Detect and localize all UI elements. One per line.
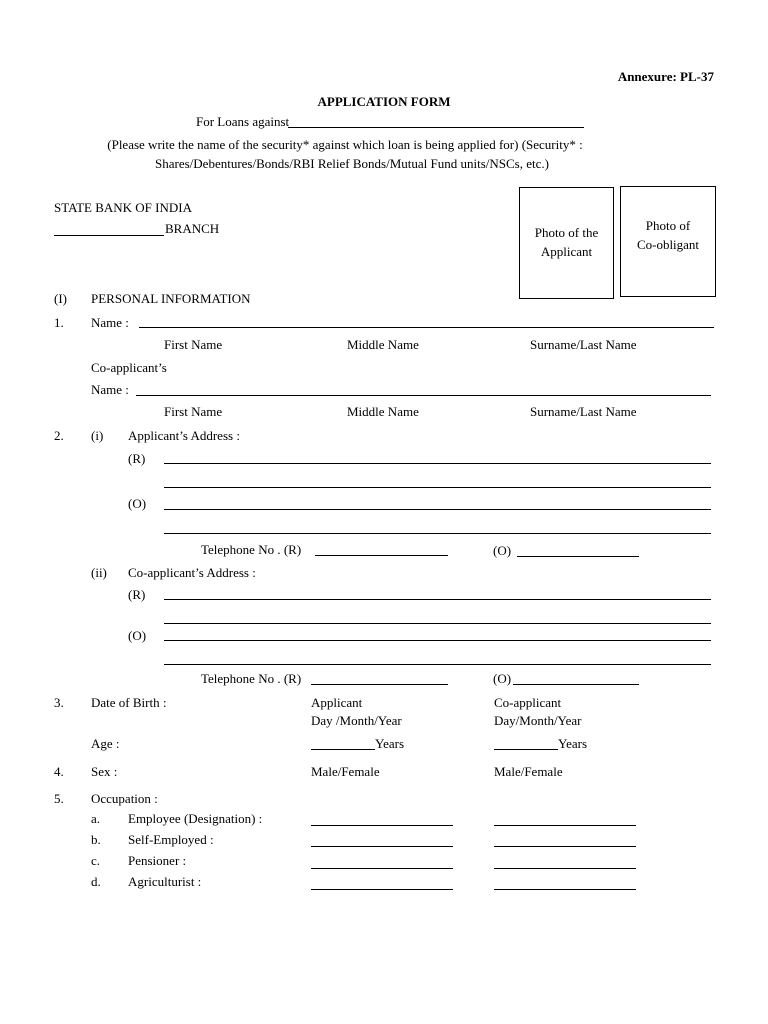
applicant-years-label: Years (375, 736, 405, 751)
applicant-office-address-line1[interactable] (164, 509, 711, 510)
coapplicant-age-field[interactable] (494, 749, 558, 750)
coapplicant-surname-label: Surname/Last Name (530, 404, 637, 419)
occupation-c-letter: c. (91, 853, 101, 868)
dob-coapplicant-heading: Co-applicant (494, 695, 562, 710)
dob-applicant-heading: Applicant (311, 695, 363, 710)
branch-name-field[interactable] (54, 235, 164, 236)
coapplicant-telephone-label: Telephone No . (R) (201, 671, 302, 686)
q1-number: 1. (54, 315, 64, 330)
middle-name-label: Middle Name (347, 337, 419, 352)
dob-coapplicant-format: Day/Month/Year (494, 713, 582, 728)
applicant-telephone-residence-field[interactable] (315, 555, 448, 556)
applicant-sex-option[interactable]: Male/Female (311, 764, 380, 779)
section-roman: (I) (54, 291, 67, 306)
coapplicant-first-name-label: First Name (164, 404, 223, 419)
coapplicant-residence-label: (R) (128, 587, 146, 602)
q4-number: 4. (54, 764, 64, 779)
coobligant-photo-label: Photo of Co-obligant (636, 217, 700, 252)
coapplicant-label: Co-applicant’s (91, 360, 167, 375)
coapplicant-years-label: Years (558, 736, 588, 751)
applicant-agriculturist-field[interactable] (311, 889, 453, 890)
coapplicant-address-label: Co-applicant’s Address : (128, 565, 256, 580)
occupation-agriculturist-label: Agriculturist : (128, 874, 202, 889)
coapplicant-pensioner-field[interactable] (494, 868, 636, 869)
loans-against-field[interactable] (288, 127, 584, 128)
applicant-photo-box (519, 187, 614, 299)
coapplicant-name-label: Name : (91, 382, 129, 397)
occupation-d-letter: d. (91, 874, 101, 889)
coapplicant-telephone-office-field[interactable] (513, 684, 639, 685)
q2-number: 2. (54, 428, 64, 443)
coapplicant-address-roman: (ii) (91, 565, 107, 580)
loans-against-label: For Loans against (196, 114, 290, 129)
coapplicant-residence-address-line1[interactable] (164, 599, 711, 600)
occupation-label: Occupation : (91, 791, 158, 806)
q5-number: 5. (54, 791, 64, 806)
applicant-residence-address-line1[interactable] (164, 463, 711, 464)
age-label: Age : (91, 736, 120, 751)
coapplicant-telephone-residence-field[interactable] (311, 684, 448, 685)
coapplicant-office-label: (O) (128, 628, 147, 643)
coapplicant-office-address-line1[interactable] (164, 640, 711, 641)
occupation-self-employed-label: Self-Employed : (128, 832, 214, 847)
sex-label: Sex : (91, 764, 118, 779)
coapplicant-sex-option[interactable]: Male/Female (494, 764, 563, 779)
dob-applicant-format: Day /Month/Year (311, 713, 402, 728)
coapplicant-office-address-line2[interactable] (164, 664, 711, 665)
occupation-pensioner-label: Pensioner : (128, 853, 187, 868)
section-title: PERSONAL INFORMATION (91, 291, 251, 306)
applicant-self-employed-field[interactable] (311, 846, 453, 847)
coapplicant-residence-address-line2[interactable] (164, 623, 711, 624)
security-instruction-line1: (Please write the name of the security* against which loan is being applied for) (Security* : (107, 137, 583, 152)
surname-label: Surname/Last Name (530, 337, 637, 352)
applicant-address-roman: (i) (91, 428, 104, 443)
coapplicant-telephone-office-label: (O) (493, 671, 512, 686)
coapplicant-name-field[interactable] (136, 395, 711, 396)
first-name-label: First Name (164, 337, 223, 352)
coapplicant-middle-name-label: Middle Name (347, 404, 419, 419)
applicant-office-address-line2[interactable] (164, 533, 711, 534)
branch-label: BRANCH (165, 221, 220, 236)
applicant-residence-address-line2[interactable] (164, 487, 711, 488)
bank-name: STATE BANK OF INDIA (54, 200, 192, 215)
dob-label: Date of Birth : (91, 695, 167, 710)
occupation-b-letter: b. (91, 832, 101, 847)
security-instruction-line2: Shares/Debentures/Bonds/RBI Relief Bonds/Mutual Fund units/NSCs, etc.) (155, 156, 549, 171)
coapplicant-agriculturist-field[interactable] (494, 889, 636, 890)
form-title: APPLICATION FORM (317, 94, 451, 109)
coobligant-photo-box (620, 186, 716, 297)
name-label: Name : (91, 315, 129, 330)
applicant-employee-field[interactable] (311, 825, 453, 826)
applicant-telephone-office-field[interactable] (517, 556, 639, 557)
applicant-pensioner-field[interactable] (311, 868, 453, 869)
applicant-address-label: Applicant’s Address : (128, 428, 240, 443)
applicant-telephone-label: Telephone No . (R) (201, 542, 302, 557)
applicant-name-field[interactable] (139, 327, 714, 328)
q3-number: 3. (54, 695, 64, 710)
applicant-office-label: (O) (128, 496, 147, 511)
applicant-telephone-office-label: (O) (493, 543, 512, 558)
annexure-label: Annexure: PL-37 (617, 69, 714, 84)
applicant-age-field[interactable] (311, 749, 375, 750)
occupation-employee-label: Employee (Designation) : (128, 811, 263, 826)
occupation-a-letter: a. (91, 811, 101, 826)
coapplicant-self-employed-field[interactable] (494, 846, 636, 847)
applicant-photo-label: Photo of the Applicant (534, 225, 599, 259)
coapplicant-employee-field[interactable] (494, 825, 636, 826)
applicant-residence-label: (R) (128, 451, 146, 466)
